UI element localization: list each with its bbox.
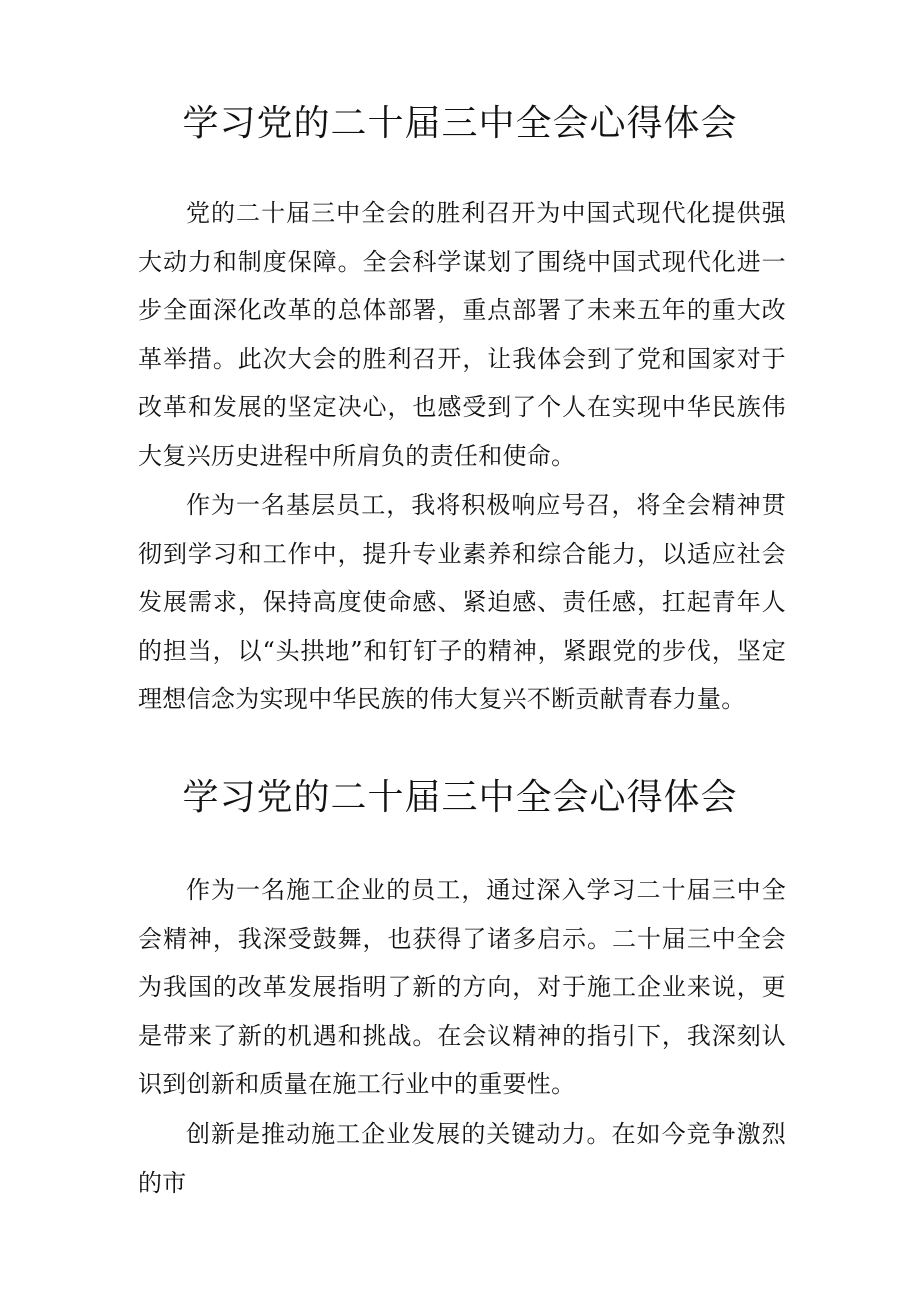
section-1-paragraph-1: 党的二十届三中全会的胜利召开为中国式现代化提供强大动力和制度保障。全会科学谋划了围绕中国式现代化进一步全面深化改革的总体部署，重点部署了未来五年的重大改革举措。此次大会的胜利召开，让我体会到了党和国家对于改革和发展的坚定决心，也感受到了个人在实现中华民族伟大复兴历史进程中所肩负的责任和使命。 — [138, 199, 786, 470]
section-1-paragraph-2: 作为一名基层员工，我将积极响应号召，将全会精神贯彻到学习和工作中，提升专业素养和综合能力，以适应社会发展需求，保持高度使命感、紧迫感、责任感，扛起青年人的担当，以“头拱地”和钉钉子的精神，紧跟党的步伐，坚定理想信念为实现中华民族的伟大复兴不断贡献青春力量。 — [138, 491, 786, 714]
section-2-title: 学习党的二十届三中全会心得体会 — [182, 777, 738, 818]
section-2-paragraph-2: 创新是推动施工企业发展的关键动力。在如今竞争激烈的市 — [138, 1120, 786, 1197]
section-2-paragraph-1: 作为一名施工企业的员工，通过深入学习二十届三中全会精神，我深受鼓舞，也获得了诸多启示。二十届三中全会为我国的改革发展指明了新的方向，对于施工企业来说，更是带来了新的机遇和挑战。在会议精神的指引下，我深刻认识到创新和质量在施工行业中的重要性。 — [138, 876, 786, 1099]
section-1-title: 学习党的二十届三中全会心得体会 — [182, 103, 738, 144]
